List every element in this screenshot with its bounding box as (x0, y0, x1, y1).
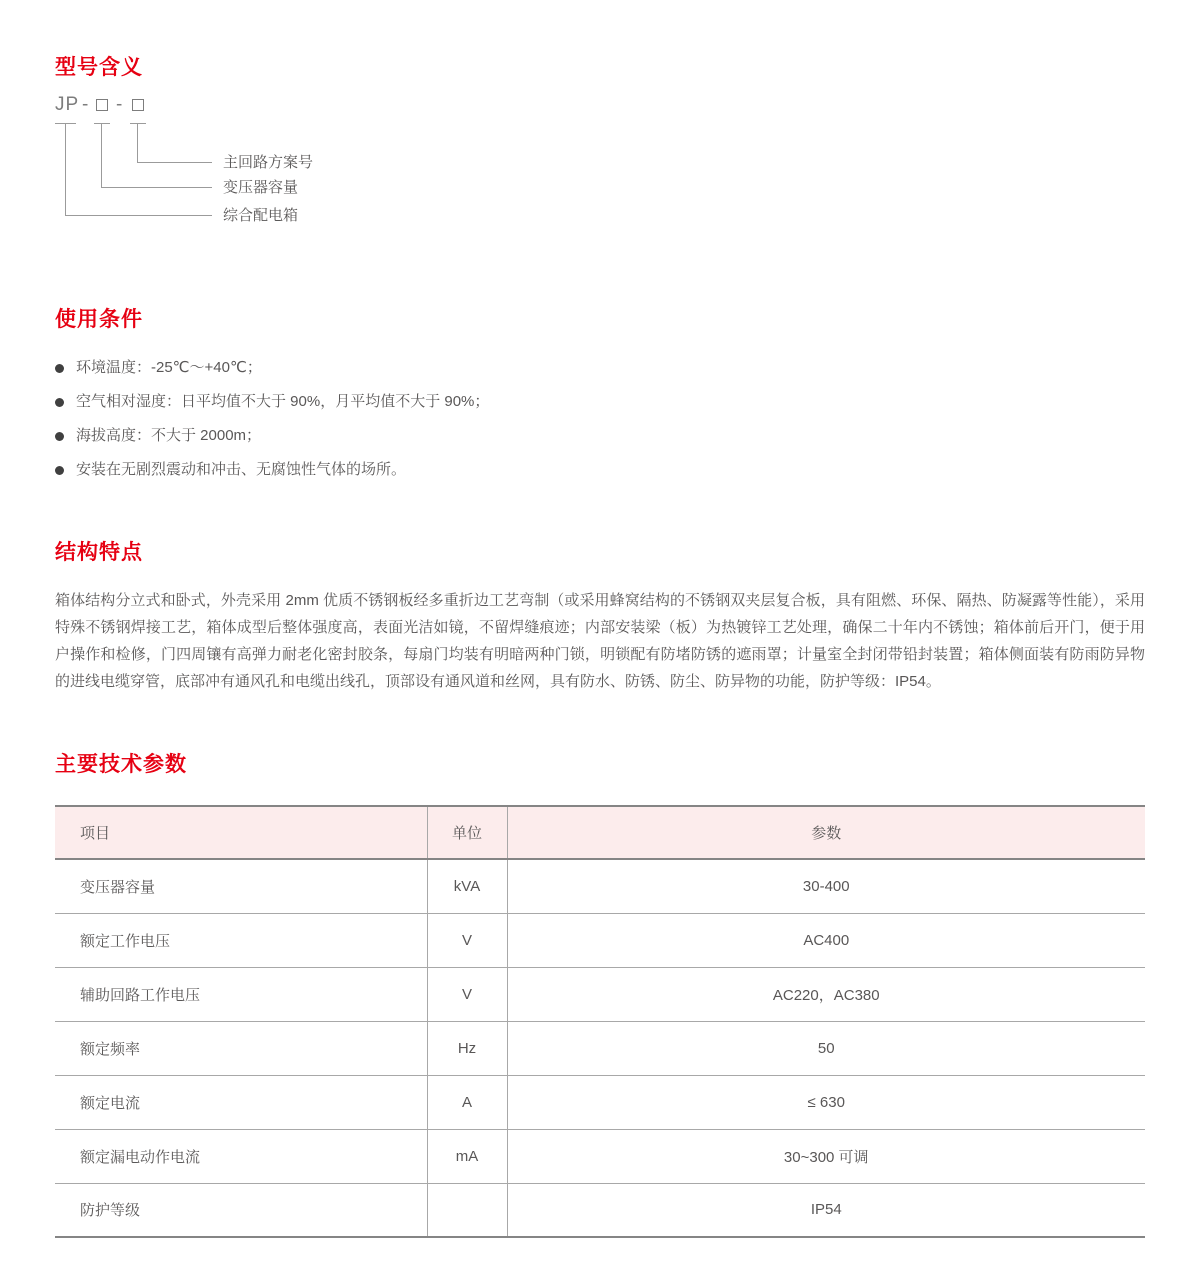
label-transformer-capacity: 变压器容量 (223, 179, 299, 196)
structure-features-heading: 结构特点 (55, 541, 143, 564)
param-value: AC400 (507, 913, 1145, 967)
param-item: 辅助回路工作电压 (55, 967, 427, 1021)
bullet-icon (55, 398, 64, 407)
bullet-icon (55, 466, 64, 475)
bullet-icon (55, 432, 64, 441)
param-unit (427, 1183, 507, 1237)
param-unit: Hz (427, 1021, 507, 1075)
table-row (55, 1021, 1145, 1075)
model-separator: - (116, 94, 123, 115)
param-unit: A (427, 1075, 507, 1129)
param-item: 额定频率 (55, 1021, 427, 1075)
table-row (55, 859, 1145, 913)
list-item (55, 360, 1145, 376)
param-value: ≤ 630 (507, 1075, 1145, 1129)
column-header-item: 项目 (55, 806, 427, 859)
model-code-diagram (55, 95, 1145, 243)
param-value: 30~300 可调 (507, 1129, 1145, 1183)
model-meaning-heading: 型号含义 (55, 56, 143, 79)
technical-parameters-heading: 主要技术参数 (55, 753, 187, 776)
param-unit: kVA (427, 859, 507, 913)
diagram-underline (94, 123, 110, 124)
diagram-connector-line (137, 162, 212, 163)
diagram-connector-line (65, 215, 212, 216)
diagram-connector-line (65, 123, 66, 216)
structure-features-section (55, 538, 1145, 695)
param-item: 变压器容量 (55, 859, 427, 913)
model-prefix: JP (55, 94, 80, 115)
table-row (55, 1075, 1145, 1129)
model-separator: - (82, 94, 89, 115)
param-item: 额定工作电压 (55, 913, 427, 967)
list-item (55, 394, 1145, 410)
param-unit: V (427, 967, 507, 1021)
diagram-underline (130, 123, 146, 124)
usage-conditions-heading: 使用条件 (55, 308, 143, 331)
condition-text: 安装在无剧烈震动和冲击、无腐蚀性气体的场所。 (76, 461, 407, 478)
usage-conditions-section (55, 305, 1145, 478)
param-value: 50 (507, 1021, 1145, 1075)
param-value: AC220，AC380 (507, 967, 1145, 1021)
usage-conditions-list (55, 360, 1145, 478)
table-row (55, 1183, 1145, 1237)
structure-features-paragraph: 箱体结构分立式和卧式，外壳采用 2mm 优质不锈钢板经多重折边工艺弯制（或采用蜂窝结构的不锈钢双夹层复合板，具有阻燃、环保、隔热、防凝露等性能），采用特殊不锈钢焊接工艺，箱体成型后整体强度高，表面光洁如镜，不留焊缝痕迹；内部安装梁（板）为热镀锌工艺处理，确保二十年内不锈蚀；箱体前后开门，便于用户操作和检修，门四周镶有高弹力耐老化密封胶条，每扇门均装有明暗两种门锁，明锁配有防堵防锈的遮雨罩；计量室全封闭带铅封装置；箱体侧面装有防雨防异物的进线电缆穿管，底部冲有通风孔和电缆出线孔，顶部设有通风道和丝网，具有防水、防锈、防尘、防异物的功能，防护等级：IP54。 (55, 592, 1145, 690)
label-main-circuit-scheme: 主回路方案号 (223, 154, 314, 171)
param-item: 防护等级 (80, 1202, 141, 1220)
condition-text: 环境温度：-25℃～+40℃； (76, 359, 262, 376)
table-row (55, 913, 1145, 967)
param-unit: mA (427, 1129, 507, 1183)
table-row (55, 967, 1145, 1021)
column-header-value: 参数 (507, 806, 1145, 859)
diagram-connector-line (101, 123, 102, 188)
bullet-icon (55, 364, 64, 373)
param-unit: V (427, 913, 507, 967)
condition-text: 海拔高度：不大于 2000m； (76, 427, 262, 444)
table-row (55, 1129, 1145, 1183)
table-header-row (55, 806, 1145, 859)
param-item: 额定漏电动作电流 (55, 1129, 427, 1183)
model-placeholder-box-icon (132, 99, 144, 111)
model-placeholder-box-icon (96, 99, 108, 111)
diagram-connector-line (101, 187, 212, 188)
param-item: 额定电流 (55, 1075, 427, 1129)
diagram-connector-line (137, 123, 138, 163)
column-header-unit: 单位 (427, 806, 507, 859)
label-distribution-box: 综合配电箱 (223, 207, 299, 224)
condition-text: 空气相对湿度：日平均值不大于 90%，月平均值不大于 90%； (76, 393, 490, 410)
model-meaning-section (55, 53, 1145, 243)
param-value: IP54 (507, 1183, 1145, 1237)
technical-parameters-section (55, 750, 1145, 1238)
param-value: 30-400 (507, 859, 1145, 913)
list-item (55, 428, 1145, 444)
list-item (55, 462, 1145, 478)
technical-parameters-table (55, 805, 1145, 1238)
